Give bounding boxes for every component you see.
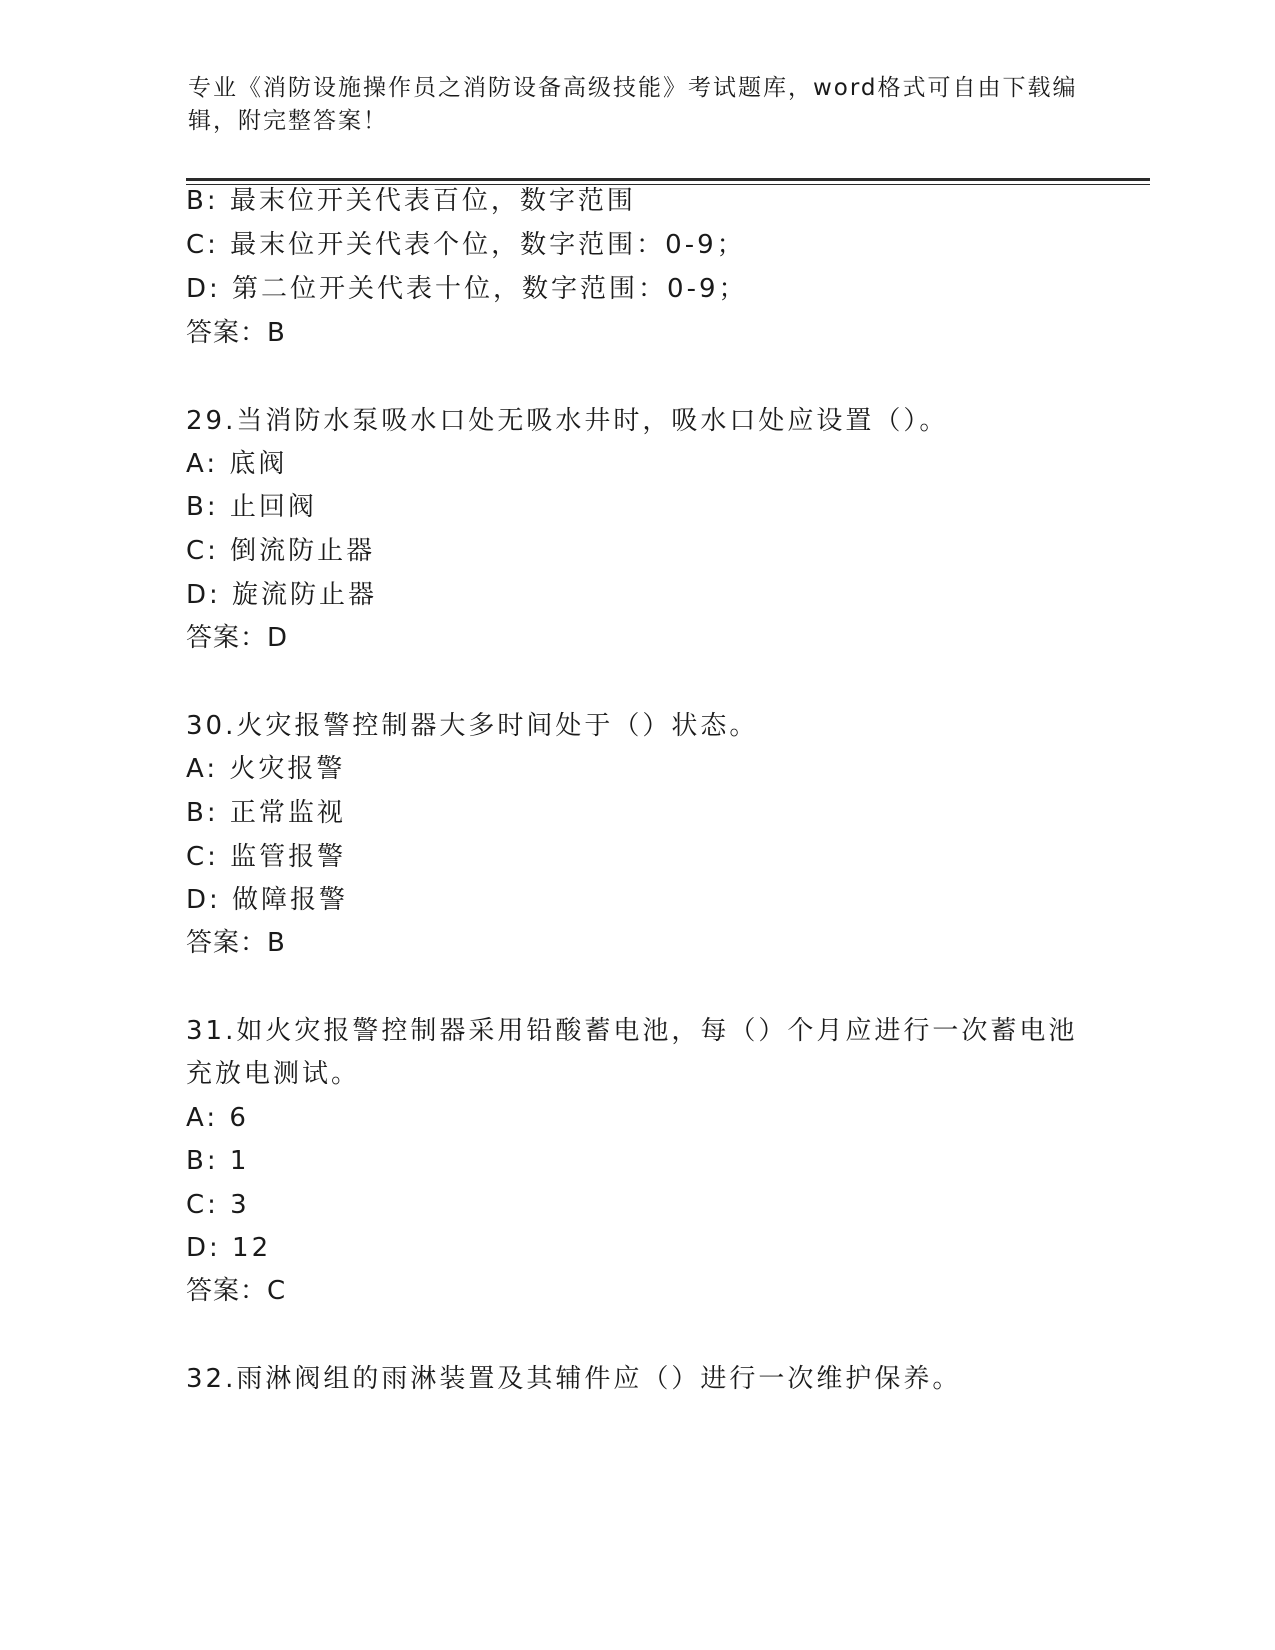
option-b: B: 最末位开关代表百位，数字范围 [186, 186, 636, 216]
question-stem: 32.雨淋阀组的雨淋装置及其辅件应（）进行一次维护保养。 [186, 1364, 962, 1394]
answer-line: 答案：B [186, 318, 286, 348]
option-a: A: 底阀 [186, 449, 288, 479]
answer-line: 答案：D [186, 623, 289, 653]
option-a: A: 火灾报警 [186, 754, 346, 784]
option-c: C: 3 [186, 1190, 250, 1220]
option-b: B: 正常监视 [186, 798, 346, 828]
question-stem: 29.当消防水泵吸水口处无吸水井时，吸水口处应设置（）。 [186, 406, 949, 436]
header-divider-thick [186, 178, 1150, 181]
answer-line: 答案：C [186, 1276, 287, 1306]
answer-line: 答案：B [186, 928, 286, 958]
option-a: A: 6 [186, 1103, 249, 1133]
option-b: B: 1 [186, 1146, 250, 1176]
option-d: D: 做障报警 [186, 885, 349, 915]
question-stem-continued: 充放电测试。 [186, 1059, 361, 1089]
document-header [188, 72, 1088, 138]
option-b: B: 止回阀 [186, 492, 317, 522]
header-line-2: 辑，附完整答案！ [188, 108, 388, 134]
question-stem: 30.火灾报警控制器大多时间处于（）状态。 [186, 711, 759, 741]
option-c: C: 监管报警 [186, 842, 347, 872]
question-stem: 31.如火灾报警控制器采用铅酸蓄电池，每（）个月应进行一次蓄电池 [186, 1016, 1078, 1046]
option-d: D: 第二位开关代表十位，数字范围：0-9； [186, 274, 748, 304]
header-line-1: 专业《消防设施操作员之消防设备高级技能》考试题库，word格式可自由下载编 [188, 75, 1078, 101]
option-d: D: 旋流防止器 [186, 580, 378, 610]
option-c: C: 最末位开关代表个位，数字范围：0-9； [186, 230, 746, 260]
option-d: D: 12 [186, 1233, 272, 1263]
option-c: C: 倒流防止器 [186, 536, 376, 566]
